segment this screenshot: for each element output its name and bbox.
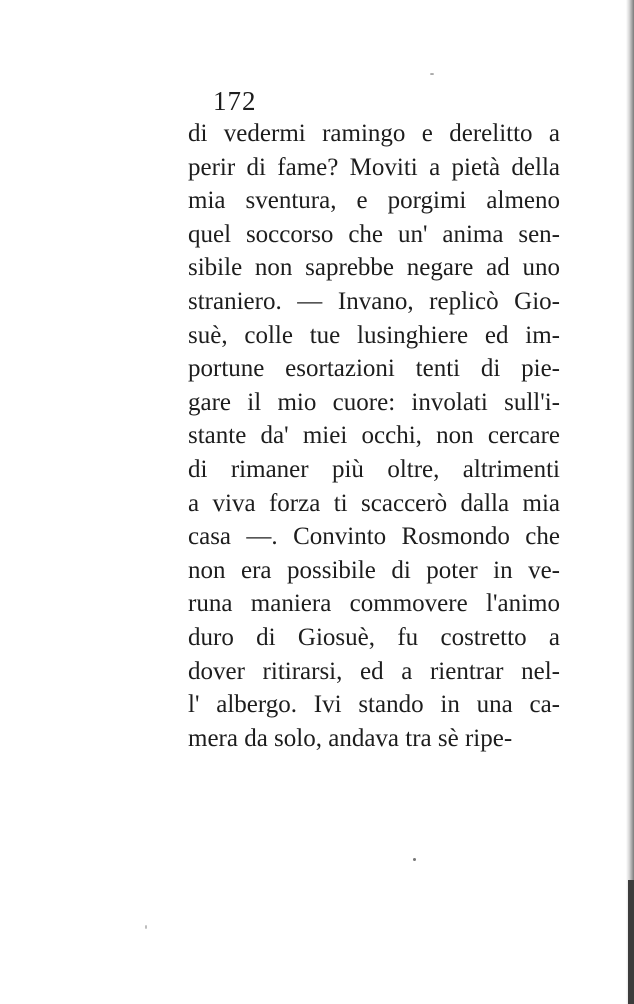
body-text	[188, 117, 560, 755]
text-line: mera da solo, andava tra sè ripe-	[188, 724, 513, 752]
text-line: suè, colle tue lusinghiere ed im-	[188, 321, 560, 349]
text-line: perir di fame? Moviti a pietà della	[188, 153, 560, 181]
text-line: a viva forza ti scaccerò dalla mia	[188, 489, 560, 517]
text-line: straniero. — Invano, replicò Gio-	[188, 287, 560, 315]
text-line: sibile non saprebbe negare ad uno	[188, 254, 560, 282]
page-number: 172	[213, 86, 257, 116]
text-line: casa —. Convinto Rosmondo che	[188, 523, 560, 551]
paper-speck	[413, 858, 416, 861]
text-line: non era possibile di poter in ve-	[188, 556, 560, 584]
paper-speck	[145, 925, 147, 929]
text-line: l' albergo. Ivi stando in una ca-	[188, 691, 560, 719]
text-line: di rimaner più oltre, altrimenti	[188, 455, 560, 483]
text-line: portune esortazioni tenti di pie-	[188, 355, 560, 383]
page-edge-shadow	[626, 0, 634, 1004]
text-line: duro di Giosuè, fu costretto a	[188, 623, 560, 651]
page-edge-dark	[628, 880, 634, 1004]
paper-speck	[430, 73, 434, 75]
text-line: quel soccorso che un' anima sen-	[188, 220, 560, 248]
text-line: gare il mio cuore: involati sull'i-	[188, 388, 560, 416]
text-line: stante da' miei occhi, non cercare	[188, 422, 560, 450]
text-line: runa maniera commovere l'animo	[188, 590, 560, 618]
text-line: dover ritirarsi, ed a rientrar nel-	[188, 657, 560, 685]
text-line: di vedermi ramingo e derelitto a	[188, 120, 560, 147]
text-line: mia sventura, e porgimi almeno	[188, 187, 560, 215]
